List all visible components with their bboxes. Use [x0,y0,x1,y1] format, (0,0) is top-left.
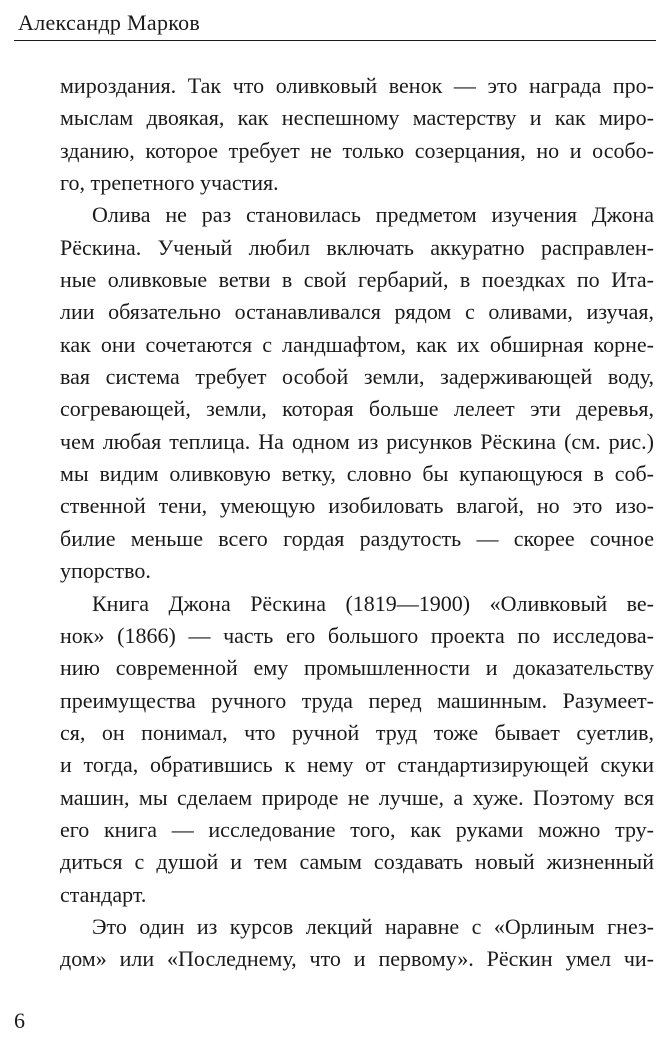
text-line: билие меньше всего гордая раздутость — скорее сочное [60,525,654,551]
header-rule [14,40,656,41]
text-line: машин, мы сделаем природе не лучше, а хуже. Поэтому вся [60,784,654,810]
text-line: его книга — исследование того, как руками можно тру- [60,816,654,842]
text-line: Рёскина. Ученый любил включать аккуратно расправлен- [60,234,654,260]
text-line: согревающей, земли, которая больше лелеет эти деревья, [60,396,654,422]
text-line: как они сочетаются с ландшафтом, как их обширная корне- [60,331,654,357]
text-line: стандарт. [60,881,147,907]
text-line: диться с душой и тем самым создавать новый жизненный [60,849,654,875]
text-line: ные оливковые ветви в свой гербарий, в поездках по Ита- [60,267,654,293]
text-line: зданию, которое требует не только созерцания, но и особо- [60,137,654,163]
page-number: 6 [14,1008,25,1033]
text-line: чем любая теплица. На одном из рисунков Рёскина (см. рис.) [60,428,654,454]
text-line: лии обязательно останавливался рядом с оливами, изучая, [60,299,654,325]
text-line: го, трепетного участия. [60,170,279,196]
text-line: вая система требует особой земли, задерживающей воду, [60,364,654,390]
body-text [60,70,654,976]
text-line: нок» (1866) — часть его большого проекта по исследова- [60,622,654,648]
text-line: ся, он понимал, что ручной труд тоже бывает суетлив, [60,719,654,745]
text-line: упорство. [60,558,151,584]
text-line: мыслам двоякая, как неспешному мастерству и как миро- [60,105,654,131]
running-head: Александр Марков [18,10,201,35]
text-line: мы видим оливковую ветку, словно бы купающуюся в соб- [60,461,654,487]
paragraph-first-line: Книга Джона Рёскина (1819—1900) «Оливковый ве- [92,590,654,616]
paragraph-first-line: Олива не раз становилась предметом изучения Джона [92,202,654,228]
text-line: ственной тени, умеющую изобиловать влагой, но это изо- [60,493,654,519]
text-line: преимущества ручного труда перед машинным. Разумеет- [60,687,654,713]
text-line: и тогда, обратившись к нему от стандартизирующей скуки [60,752,654,778]
text-line: нию современной ему промышленности и доказательству [60,655,654,681]
text-line: дом» или «Последнему, что и первому». Рёскин умел чи- [60,946,654,972]
text-line: мироздания. Так что оливковый венок — это награда про- [60,73,654,98]
paragraph-first-line: Это один из курсов лекций наравне с «Орлиным гнез- [92,913,654,939]
